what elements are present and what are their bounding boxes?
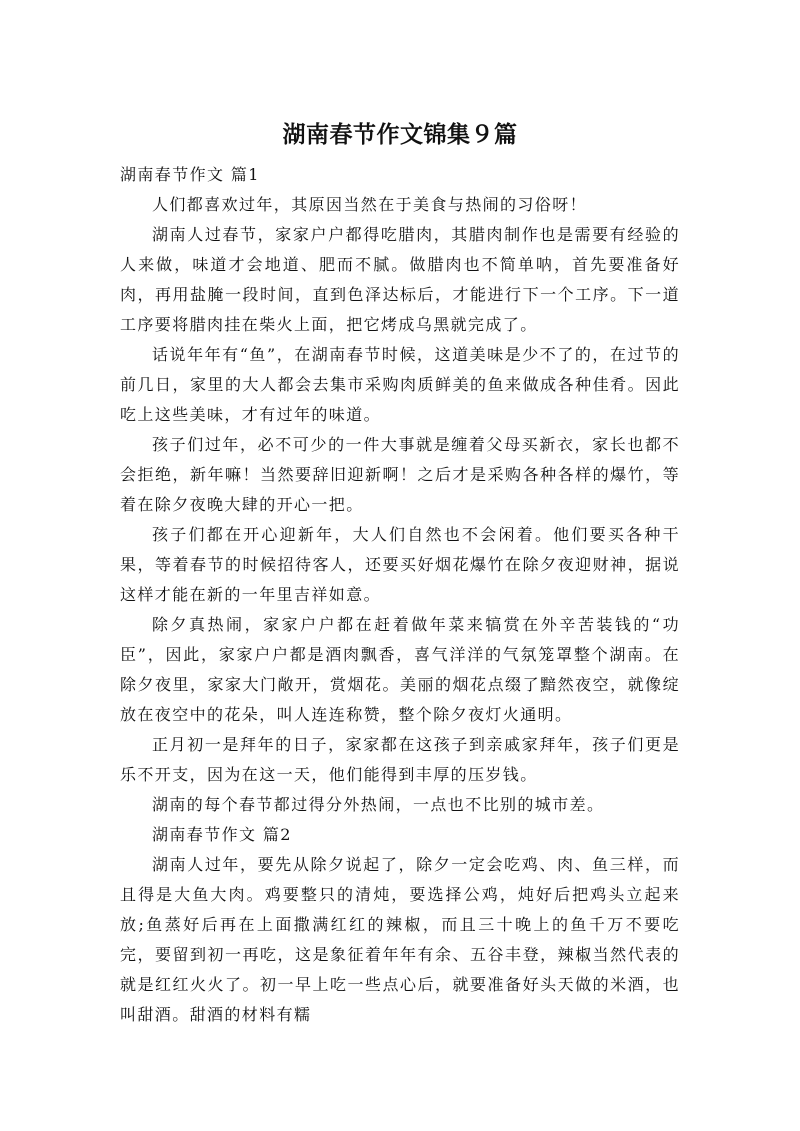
paragraph: 孩子们过年，必不可少的一件大事就是缠着父母买新衣，家长也都不会拒绝，新年嘛！当然要辞旧迎新啊！之后才是采购各种各样的爆竹，等着在除夕夜晚大肆的开心一把。: [120, 435, 680, 514]
document-body: [120, 160, 680, 1030]
paragraph: 除夕真热闹，家家户户都在赶着做年菜来犒赏在外辛苦装钱的“功臣”，因此，家家户户都是酒肉飘香，喜气洋洋的气氛笼罩整个湖南。在除夕夜里，家家大门敞开，赏烟花。美丽的烟花点缀了黯然夜空，就像绽放在夜空中的花朵，叫人连连称赞，整个除夕夜灯火通明。: [120, 615, 680, 724]
paragraph: 话说年年有“鱼”，在湖南春节时候，这道美味是少不了的，在过节的前几日，家里的大人都会去集市采购肉质鲜美的鱼来做成各种佳肴。因此吃上这些美味，才有过年的味道。: [120, 345, 680, 424]
paragraph: 孩子们都在开心迎新年，大人们自然也不会闲着。他们要买各种干果，等着春节的时候招待客人，还要买好烟花爆竹在除夕夜迎财神，据说这样才能在新的一年里吉祥如意。: [120, 525, 680, 604]
section-heading-2: 湖南春节作文 篇2: [152, 825, 292, 844]
document-title: 湖南春节作文锦集９篇: [282, 122, 518, 148]
paragraph: 湖南的每个春节都过得分外热闹，一点也不比别的城市差。: [152, 795, 605, 814]
paragraph: 湖南人过春节，家家户户都得吃腊肉，其腊肉制作也是需要有经验的人来做，味道才会地道、肥而不腻。做腊肉也不简单呐，首先要准备好肉，再用盐腌一段时间，直到色泽达标后，才能进行下一个工序。下一道工序要将腊肉挂在柴火上面，把它烤成乌黑就完成了。: [120, 225, 680, 334]
section-heading-1: 湖南春节作文 篇1: [120, 165, 260, 184]
paragraph: 人们都喜欢过年，其原因当然在于美食与热闹的习俗呀！: [152, 195, 588, 214]
paragraph: 湖南人过年，要先从除夕说起了，除夕一定会吃鸡、肉、鱼三样，而且得是大鱼大肉。鸡要整只的清炖，要选择公鸡，炖好后把鸡头立起来放;鱼蒸好后再在上面撒满红红的辣椒，而且三十晚上的鱼千万不要吃完，要留到初一再吃，这是象征着年年有余、五谷丰登，辣椒当然代表的就是红红火火了。初一早上吃一些点心后，就要准备好头天做的米酒，也叫甜酒。甜酒的材料有糯: [120, 855, 680, 1024]
paragraph: 正月初一是拜年的日子，家家都在这孩子到亲戚家拜年，孩子们更是乐不开支，因为在这一天，他们能得到丰厚的压岁钱。: [120, 735, 680, 784]
